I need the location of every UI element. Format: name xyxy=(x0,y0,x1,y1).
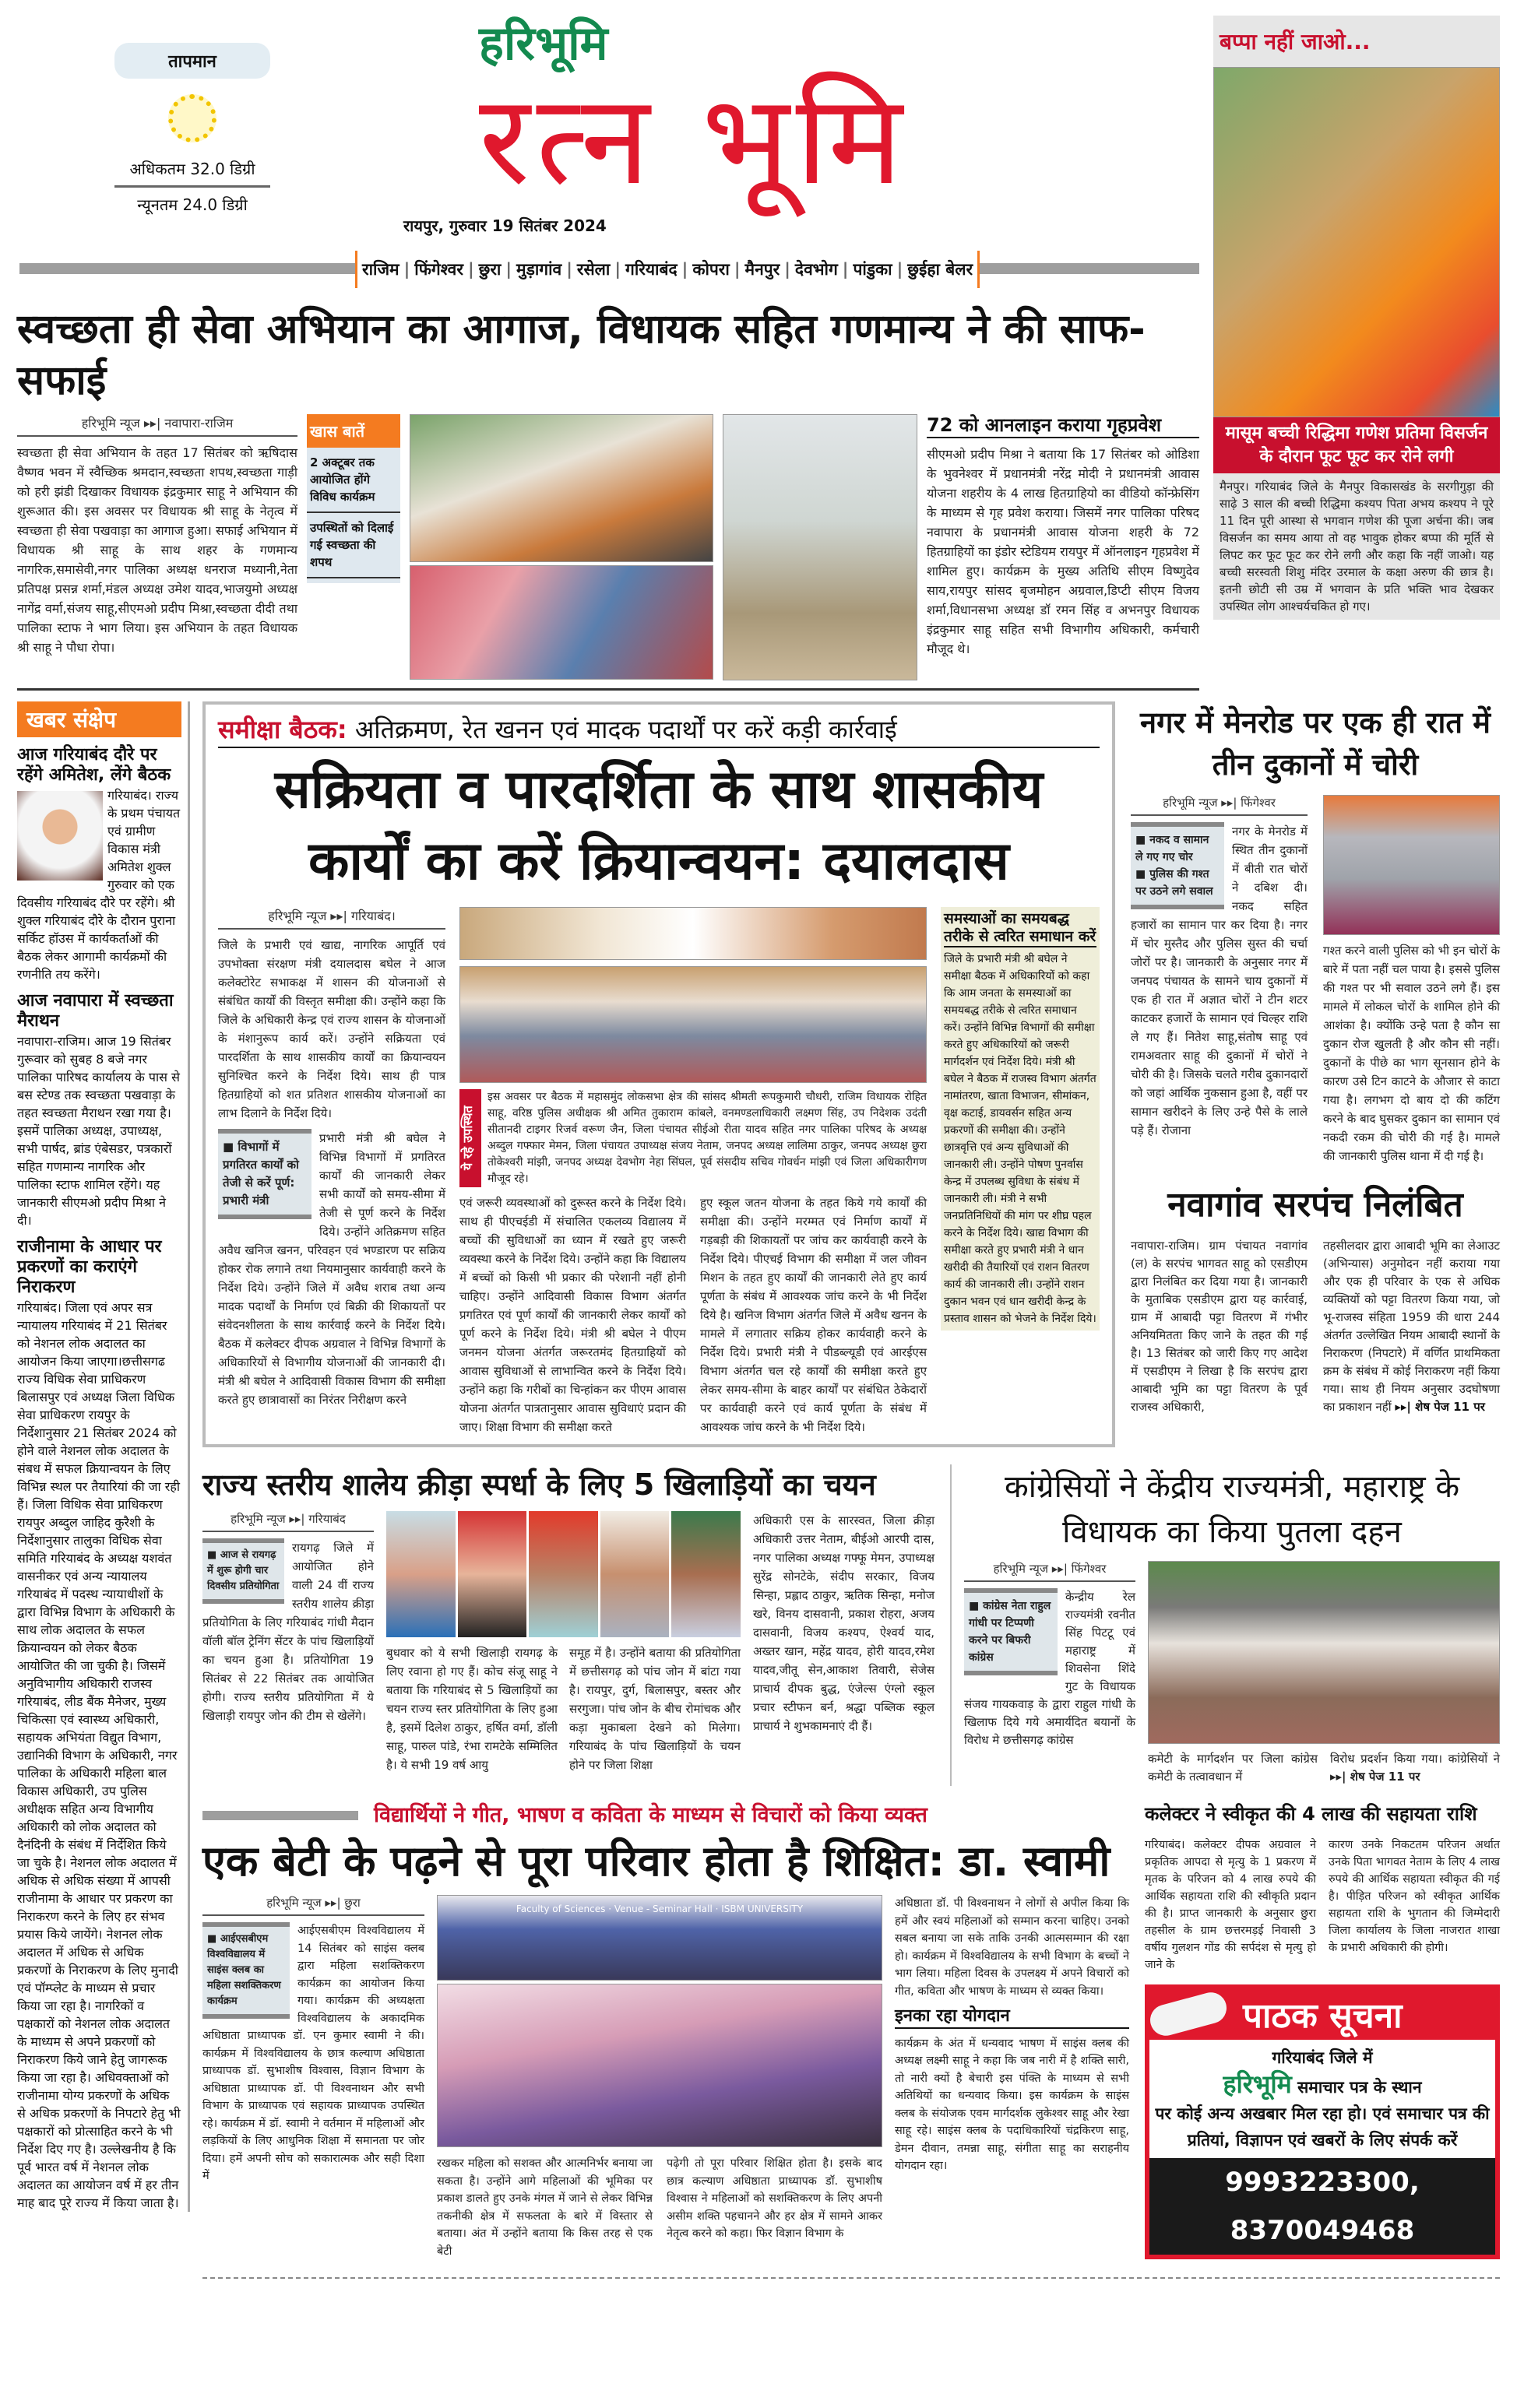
sub-story-body: सीएमओ प्रदीप मिश्रा ने बताया कि 17 सितंबर को ओडिशा के भुवनेश्वर में प्रधानमंत्री नरेंद्र मोदी ने प्रधानमंत्री आवास योजना शहरीय के 4 लाख हितग्राहियो का वीडियो कॉन्फ्रेसिंग के माध्यम से गृह प्रवेश कराया। जिसमें नगर पालिका परिषद नवापारा के प्रधानमंत्री आवास योजना शहरी के 72 हितग्राहियों का इंडोर स्टेडियम रायपुर में ऑनलाइन गृहप्रवेश में शामिल हुए। कार्यक्रम के मुख्य अतिथि सीएम विष्णुदेव साय,रायपुर सांसद बृजमोहन अग्रवाल,डिप्टी सीएम विजय शर्मा,विधानसभा अध्यक्ष डॉ रमन सिंह व अभनपुर विधायक इंद्रकुमार साहू सहित सभी विभागीय अधिकारी, कर्मचारी मौजूद थे। xyxy=(927,446,1199,656)
sarpanch-body: नवापारा-राजिम। ग्राम पंचायत नवागांव (ल) के सरपंच भागवत साहू को एसडीएम द्वारा निलंबित कर दिया गया है। जानकारी के मुताबिक एसडीएम द्वारा यह कार्रवाई, ग्राम में आबादी पट्टा वितरण में गंभीर अनियमितता किए जाने के तहत की गई है। 13 सितंबर को जारी किए गए आदेश में एसडीएम ने लिखा है कि सरपंच द्वारा आबादी भूमि का पट्टा वितरण के पूर्व राजस्व अधिकारी, xyxy=(1131,1239,1308,1414)
students-audience-photo xyxy=(437,1984,882,2147)
review-story-box xyxy=(202,701,1115,1447)
theft-byline: हरिभूमि न्यूज ▸▸| फिंगेश्वर xyxy=(1131,795,1308,816)
cleanliness-oath-photo xyxy=(410,565,713,680)
relief-body: गरियाबंद। कलेक्टर दीपक अग्रवाल ने प्रकृतिक आपदा से मृत्यु के 1 प्रकरण में मृतक के परिजन को 4 लाख रुपये की आर्थिक सहायता राशि की स्वीकृति प्रदान की है। प्राप्त जानकारी के अनुसार छुरा तहसील के ग्राम छत्तरमड़ई निवासी 3 वर्षीय गुलशन गोंड की सर्पदंश से मृत्यु हो जाने के xyxy=(1145,1838,1316,1971)
nav-separator: | xyxy=(467,260,474,279)
congress-body: केन्द्रीय रेल राज्यमंत्री रवनीत सिंह पिटटू एवं महाराष्ट्र में शिवसेना शिंदे गुट के विधायक संजय गायकवाड़ के द्वारा राहुल गांधी के खिलाफ दिये गये अमार्यदित बयानों के विरोध मे छत्तीसगढ़ कांग्रेस xyxy=(964,1590,1135,1747)
brief-body: नवापारा-राजिम। आज 19 सितंबर गुरूवार को सुबह 8 बजे नगर पालिका पारिषद कार्यालय के पास से बस स्टेण्ड तक स्वच्छता पखवाड़ा के तहत स्वच्छता मैराथन रखा गया है। इसमें पालिका अध्यक्ष, उपाध्यक्ष, सभी पार्षद, ब्रांड एंबेसडर, पत्रकारों सहित गणमान्य नागरिक और पालिका स्टाफ शामिल रहेंगे। यह जानकारी सीएमओ प्रदीप मिश्रा ने दी। xyxy=(17,1033,180,1228)
congress-body xyxy=(1330,1750,1500,1786)
nav-separator: | xyxy=(403,260,410,279)
sarpanch-body-text: तहसीलदार द्वारा आबादी भूमि का लेआउट (अभिन्यास) अनुमोदन नहीं कराया गया और एक ही परिवार के एक से अधिक व्यक्तियों को पट्टा वितरण किया गया, जो भू-राजस्व संहिता 1959 की धारा 244 अंतर्गत उल्लेखित नियम आबादी स्थानों के निराकरण (निपटारे) में वर्णित प्राथमिकता क्रम के संबंध में कोई निराकरण नहीं किया गया। साथ ही नियम अनुसार उदघोषणा का प्रकाशन नहीं xyxy=(1323,1239,1500,1414)
nav-separator: | xyxy=(681,260,688,279)
brand-large-logo: रत्न भूमि xyxy=(479,67,909,213)
photo-story xyxy=(1213,16,1500,620)
min-temperature: न्यूनतम 24.0 डिग्री xyxy=(137,195,248,214)
theft-body: नगर के मेनरोड में स्थित तीन दुकानों में बीती रात चोरों ने दबिश दी। नकद सहित हजारों का सामान पार कर दिया है। नगर में चोर मुस्तैद और पुलिस सुस्त की चर्चा जोरों पर है। जानकारी के अनुसार नगर में जनपद पंचायत के सामने चाय दुकानों में एक ही रात में अज्ञात चोरों ने टीन शटर काटकर हजारों के सामान एवं चिल्हर राशि ले गए हैं। नितेश साहू,संतोष साहू एवं रामअवतार साहू की दुकानों में चोरों ने चोरी की है। जिसके चलते गरीब दुकानदारों को जहां आर्थिक नुकसान हुआ है, वहीं पर सामान खरीदने के लिए उन्हे पैसे के लाले पड़े हैं। रोजाना xyxy=(1131,824,1308,1137)
top-story-headline: स्वच्छता ही सेवा अभियान का आगाज, विधायक सहित गणमान्य ने की साफ- सफाई xyxy=(17,306,1146,404)
women-body: अधिष्ठाता डॉ. पी विश्वनाथन ने लोगों से अपील किया कि हमें और स्वयं महिलाओं को सम्मान करना चाहिए। उनको सबल बनाया जा सके ताकि उनकी आत्मसम्मान की रक्षा हो। कार्यक्रम में विश्वविद्यालय के सभी विभाग के बच्चों ने भाग लिया। महिला दिवस के उपलक्ष्य में अपने विचारों को गीत, कविता और भाषण के माध्यम से व्यक्त किया। xyxy=(895,1897,1129,1998)
masthead xyxy=(17,16,1199,296)
sun-icon xyxy=(168,94,216,142)
newspaper-roll-icon xyxy=(1147,1989,1230,2040)
notice-line: गरियाबंद जिले में xyxy=(1272,2048,1373,2067)
top-story-byline: हरिभूमि न्यूज ▸▸| नवापारा-राजिम xyxy=(17,414,297,437)
review-kicker xyxy=(218,712,1100,748)
notice-title: पाठक सूचना xyxy=(1243,1996,1403,2037)
nav-edition-link[interactable]: मुड़ागांव xyxy=(516,260,562,279)
housing-beneficiary-photo xyxy=(723,414,917,680)
seminar-banner: Faculty of Sciences · Venue - Seminar Hall · ISBM UNIVERSITY xyxy=(516,1904,804,1915)
briefs-title: खबर संक्षेप xyxy=(17,701,181,737)
nav-edition-link[interactable]: राजिम xyxy=(362,260,399,279)
player-photo xyxy=(600,1511,670,1637)
sports-pull-text: ■ आज से रायगढ़ में शुरू होगी चार दिवसीय प्रतियोगिता xyxy=(207,1548,280,1594)
effigy-burning-photo xyxy=(1148,1561,1500,1744)
continued-link[interactable]: ▸▸| शेष पेज 11 पर xyxy=(1330,1770,1420,1784)
congress-body-text: विरोध प्रदर्शन किया गया। कांग्रेसियों ने xyxy=(1330,1752,1500,1766)
weather-widget xyxy=(114,43,270,215)
player-photos xyxy=(386,1511,741,1637)
congress-pull-text: ■ कांग्रेस नेता राहुल गांधी पर टिप्पणी करने पर बिफरी कांग्रेस xyxy=(969,1598,1053,1666)
sports-byline: हरिभूमि न्यूज ▸▸| गरियाबंद xyxy=(202,1511,374,1532)
key-points-title: खास बातें xyxy=(307,414,400,448)
women-body: आईएसबीएम विश्वविद्यालय में 14 सितंबर को साइंस क्लब द्वारा महिला सशक्तिकरण कार्यक्रम का आयोजन किया गया। कार्यक्रम की अध्यक्षता विश्वविद्यालय के अकादमिक अधिष्ठाता प्राध्यापक डॉ. एन कुमार स्वामी ने की। कार्यक्रम में विश्वविद्यालय के छात्र कल्याण अधिष्ठाता प्राध्यापक डॉ. सुभाशीष विश्वास, विज्ञान विभाग के अधिष्ठाता प्राध्यापक डॉ. पी विश्वनाथन और सभी विभाग के प्राध्यापक एवं सहायक प्राध्यापक उपस्थित रहे। कार्यक्रम में डॉ. स्वामी ने वर्तमान में महिलाओं और लड़कियों के लिए आधुनिक शिक्षा में समानता पर जोर दिया। हमें अपनी सोच को सकारात्मक और सही दिशा में xyxy=(202,1925,424,2183)
burgled-shop-photo xyxy=(1323,795,1500,935)
review-pull-text: ■ विभागों में प्रगतिरत कार्यों को तेजी से करें पूर्ण: प्रभारी मंत्री xyxy=(223,1138,307,1210)
review-headline: सक्रियता व पारदर्शिता के साथ शासकीय कार्यों का करें क्रियान्वयन: दयालदास xyxy=(274,759,1044,892)
sarpanch-headline: नवागांव सरपंच निलंबित xyxy=(1167,1185,1463,1225)
nav-edition-link[interactable]: देवभोग xyxy=(794,260,838,279)
photo-story-caption: मासूम बच्ची रिद्धिमा गणेश प्रतिमा विसर्जन के दौरान फूट फूट कर रोने लगी xyxy=(1213,417,1500,473)
tree-planting-photo xyxy=(410,414,713,562)
key-point: उपस्थितों को दिलाई गई स्वच्छता की शपथ xyxy=(307,513,400,578)
brief-headline: राजीनामा के आधार पर प्रकरणों का कराएंगे निराकरण xyxy=(17,1236,162,1298)
kicker-arrow-icon xyxy=(202,1811,358,1820)
women-byline: हरिभूमि न्यूज ▸▸| छुरा xyxy=(202,1895,424,1916)
nav-separator: | xyxy=(505,260,512,279)
nav-edition-link[interactable]: छुरा xyxy=(478,260,502,279)
sports-body: बुधवार को ये सभी खिलाड़ी रायगढ़ के लिए रवाना हो गए हैं। कोच संजू साहू ने बताया कि गरियाबंद से 5 खिलाड़ियों का चयन राज्य स्तर प्रतियोगिता के लिए हुआ है, इसमें दिलेश ठाकुर, हर्षित वर्मा, डॉली साहू, पारुल पांडे, रंभा रामटेके सम्मिलित है। ये सभी 19 वर्ष आयु xyxy=(386,1646,558,1772)
review-body-col: हुए स्कूल जतन योजना के तहत किये गये कार्यों की समीक्षा की। उन्होंने मरम्मत एवं निर्माण कार्यों में गड़बड़ी की शिकायतों पर जांच कर कार्यवाही करने के निर्देश दिये। पीएचई विभाग की समीक्षा में जल जीवन मिशन के तहत हुए कार्यों की जानकारी लेते हुए कार्य पूर्णता के संबंध में आवश्यक जांच करने के भी निर्देश दिये है। खनिज विभाग अंतर्गत जिले में अवैध खनन के मामले में लगातार सक्रिय होकर कार्यवाही करने के निर्देश दिये। प्रभारी मंत्री ने पीडब्ल्यूडी एवं आरईएस विभाग अंतर्गत चल रहे कार्यों की समीक्षा करते हुए लेकर समय-सीमा के बाहर कार्यों पर संबंधित ठेकेदारों पर कार्यवाही करने एवं कार्य पूर्णता के संबंध में आवश्यक जांच करने के भी निर्देश दिये। xyxy=(700,1196,927,1434)
theft-pull-point: ■ नकद व सामान ले गए गए चोर xyxy=(1135,831,1220,866)
key-points-box xyxy=(307,414,400,583)
nav-edition-link[interactable]: कोपरा xyxy=(692,260,730,279)
seminar-hall-photo xyxy=(437,1895,882,1981)
sports-body: समूह में है। उन्होंने बताया की प्रतियोगिता में छत्तीसगढ़ को पांच जोन में बांटा गया है। रायपुर, दुर्ग, बिलासपुर, बस्तर और सरगुजा। पांच जोन के बीच रोमांचक और कड़ा मुकाबला देखने को मिलेगा। गरियाबंद के पांच खिलाड़ियों के चयन होने पर जिला शिक्षा xyxy=(569,1646,741,1772)
reader-notice xyxy=(1145,1984,1500,2259)
notice-brand: हरिभूमि xyxy=(1223,2069,1292,2099)
review-byline: हरिभूमि न्यूज ▸▸| गरियाबंद। xyxy=(218,907,445,930)
congress-pull-quote xyxy=(964,1588,1058,1675)
notice-phone-numbers[interactable]: 9993223300, 8370049468 xyxy=(1149,2158,1495,2255)
minister-portrait xyxy=(17,791,103,881)
present-list: इस अवसर पर बैठक में महासमुंद लोकसभा क्षेत्र की सांसद श्रीमती रूपकुमारी चौधरी, राजिम विधायक रोहित साहू, वरिष्ठ पुलिस अधीक्षक श्री अमित तुकाराम कांबले, वनमण्डलाधिकारी लक्ष्मण सिंह, उप निदेशक उदंती सीतानदी टाइगर रिजर्व वरूण जैन, जिला पंचायत सीईओ रीता यादव सहित नगर पालिका परिषद के अध्यक्ष अब्दुल गफ्फार मेमन, जिला पंचायत उपाध्यक्ष संजय नेताम, जनपद अध्यक्ष लालिमा ठाकुर, जनपद अध्यक्ष छुरा तोकेश्वरी मांझी, जनपद अध्यक्ष देवभोग नेहा सिंघल, पूर्व संसदीय सचिव गोवर्धन मांझी एवं जिला अधिकारीगण मौजूद रहे। xyxy=(487,1091,927,1185)
brief-headline: आज नवापारा में स्वच्छता मैराथन xyxy=(17,990,174,1032)
women-body: रखकर महिला को सशक्त और आत्मनिर्भर बनाया जा सकता है। उन्होंने आगे महिलाओं की भूमिका पर प्रकाश डालते हुए उनके मंगल में जाने से लेकर विभिन्न तकनीकी क्षेत्र में सफलता के बारे में विस्तार से बताया। अंत में उन्होंने बताया कि किस तरह से एक बेटी xyxy=(437,2157,653,2258)
review-side-box xyxy=(941,907,1100,1331)
relief-headline: कलेक्टर ने स्वीकृत की 4 लाख की सहायता राशि xyxy=(1145,1803,1477,1825)
women-body: कार्यक्रम के अंत में धन्यवाद भाषण में साइंस क्लब की अध्यक्ष लक्ष्मी साहू ने कहा कि जब नारी में है शक्ति सारी, तो नारी क्यों है बेचारी इस पंक्ति के माध्यम से सभी अतिथियों का धन्यवाद किया। इस कार्यक्रम के साइंस क्लब के संयोजक एवम मार्गदर्शक लुकेश्वर साहू और रेखा साहू रहे। साइंस क्लब के पदाधिकारियों चंद्रकिरण साहू, डेमन दीवान, तमन्ना साहू, संगीता साहू का सराहनीय योगदान रहा। xyxy=(895,2037,1129,2173)
theft-headline: नगर में मेनरोड पर एक ही रात में तीन दुकानों में चोरी xyxy=(1140,705,1491,782)
player-photo xyxy=(529,1511,598,1637)
theft-pull-point: ■ पुलिस की गश्त पर उठने लगे सवाल xyxy=(1135,866,1220,900)
top-story-body: स्वच्छता ही सेवा अभियान के तहत 17 सितंबर को ऋषिदास वैष्णव भवन में स्वैच्छिक श्रमदान,स्वच्छता शपथ,स्वच्छता गाड़ी को हरी झंडी दिखाकर विधायक इंद्रकुमार साहू ने अभियान की शुरूआत की। इस अवसर पर विधायक श्री साहू के नेतृत्व में स्वच्छता ही सेवा पखवाड़ा का आगाज हुआ। सफाई अभियान में विधायक श्री साहू के साथ शहर के गणमान्य नागरिक,समासेवी,नगर पालिका अध्यक्ष धनराज मध्यानी,नेता प्रतिपक्ष प्रसन्न शर्मा,मंडल अध्यक्ष उमेश यादव,भाजयुमो अध्यक्ष नागेंद्र वर्मा,संजय साहू,सीएमओ प्रदीप मिश्रा,स्वच्छता दीदी तथा पालिका स्टाफ ने भाग लिया। इस अभियान के तहत विधायक श्री साहू ने पौधा रोपा। xyxy=(17,445,297,655)
review-kicker-text: अतिक्रमण, रेत खनन एवं मादक पदार्थों पर करें कड़ी कार्रवाई xyxy=(354,715,897,744)
player-photo xyxy=(386,1511,456,1637)
nav-edition-link[interactable]: मैनपुर xyxy=(744,260,780,279)
max-temperature: अधिकतम 32.0 डिग्री xyxy=(114,158,270,188)
women-headline: एक बेटी के पढ़ने से पूरा परिवार होता है शिक्षित: डा. स्वामी xyxy=(202,1837,1110,1886)
child-with-ganesh-photo xyxy=(1213,67,1500,417)
brief-body: गरियाबंद। राज्य के प्रथम पंचायत एवं ग्रामीण विकास मंत्री अमितेश शुक्ल गुरुवार को एक दिवसीय गरियाबंद दौरे पर रहेंगे। श्री शुक्ल गरियाबंद दौरे के दौरान पुराना सर्किट हॉउस में कार्यकर्ताओं की बैठक लेकर आगामी कार्यक्रमों की रणनीति तय करेंगे। xyxy=(17,787,181,982)
nav-separator: | xyxy=(614,260,621,279)
key-point: 2 अक्टूबर तक आयोजित होंगे विविध कार्यक्रम xyxy=(307,448,400,513)
review-meeting-photo-top xyxy=(459,907,927,960)
nav-separator: | xyxy=(734,260,741,279)
review-body-col: एवं जरूरी व्यवस्थाओं को दुरूस्त करने के निर्देश दिये। साथ ही पीएचईडी में संचालित एकलव्य विद्यालय में बच्चों की सुविधाओं का ध्यान में रखते हुए जरूरी व्यवस्था करने के निर्देश दिये। उन्होंने कहा कि विद्यालय में बच्चों को किसी भी प्रकार की परेशानी नहीं होनी चाहिए। उन्होंने आदिवासी विकास विभाग अंतर्गत प्रगतिरत एवं पूर्ण कार्यों की जानकारी लेकर कार्यों को पूर्ण करने के निर्देश दिये। मंत्री श्री बघेल ने पीएम जनमन योजना अंतर्गत जरूरतमंद हितग्राहियों को आवास सुविधाओं से लाभान्वित करने के निर्देश दिये। उन्होंने कहा कि गरीबों का चिन्हांकन कर पीएम आवास योजना अंतर्गत पात्रतानुसार आवास सुविधाएं प्रदान की जाए। शिक्षा विभाग की समीक्षा करते xyxy=(459,1196,686,1434)
women-body: पढ़ेगी तो पूरा परिवार शिक्षित होता है। इसके बाद छात्र कल्याण अधिष्ठाता प्राध्यापक डॉ. सुभाशीष विश्वास ने महिलाओं को सशक्तिकरण के लिए अपनी असीम शक्ति पहचानने और हर क्षेत्र में सामने आकर नेतृत्व करने को कहा। फिर विज्ञान विभाग के xyxy=(667,2157,882,2241)
brand-small-logo: हरिभूमि xyxy=(479,16,608,71)
nav-separator: | xyxy=(784,260,790,279)
nav-edition-link[interactable]: गरियाबंद xyxy=(625,260,678,279)
relief-body: कारण उनके निकटतम परिजन अर्थात उनके पिता भागवत नेताम के लिए 4 लाख रुपये की आर्थिक सहायता स्वीकृत की गई है। पीड़ित परिजन को स्वीकृत आर्थिक सहायता राशि के भुगतान की जिम्मेदारी जिला कार्यालय के जिला नाजरात शाखा के प्रभारी अधिकारी की होगी। xyxy=(1329,1838,1500,1954)
photo-story-body: मैनपुर। गरियाबंद जिले के मैनपुर विकासखंड के सरगीगुड़ा की साढ़े 3 साल की बच्ची रिद्धिमा कश्यप पिता अभय कश्यप ने पूरे 11 दिन पूरी आस्था से भगवान गणेश की पूजा अर्चना की। जब विसर्जन का समय आया तो वह भावुक होकर बप्पा की मूर्ति से लिपट कर फूट फूट कर रोने लगी और कहा कि नहीं जाओ। यह बच्ची सरस्वती शिशु मंदिर उरमाल के कक्षा अरुण की छात्र है। इतनी छोटी सी उम्र में भगवान के प्रति भक्ति भाव देखकर उपस्थित लोग आश्चर्यचकित हो गए। xyxy=(1220,480,1494,613)
weather-label: तापमान xyxy=(114,43,270,79)
sub-story-headline: 72 को आनलाइन कराया गृहप्रवेश xyxy=(927,414,1199,438)
player-photo xyxy=(671,1511,741,1637)
sports-body: रायगढ़ जिले में आयोजित होने वाली 24 वीं राज्य स्तरीय शालेय क्रीड़ा प्रतियोगिता के लिए गरियाबंद गांधी मैदान वॉली बॉल ट्रेनिंग सेंटर के पांच खिलाड़ियों का चयन हुआ है। प्रतियोगिता 19 सितंबर से 22 सितंबर तक आयोजित होगी। राज्य स्तरीय प्रतियोगिता में ये खिलाड़ी रायपुर जोन की टीम से खेलेंगे। xyxy=(202,1541,374,1723)
page-bottom-rule xyxy=(202,2277,1500,2279)
review-side-title: समस्याओं का समयबद्ध तरीके से त्वरित समाधान करें xyxy=(944,910,1096,947)
review-body-intro: जिले के प्रभारी एवं खाद्य, नागरिक आपूर्ति एवं उपभोक्ता संरक्षण मंत्री दयालदास बघेल ने आज कलेक्टोरेट सभाकक्ष में शासन की योजनाओं से संबंधित कार्यों की विस्तृत समीक्षा की। उन्होंने कहा कि जिले के अधिकारी केन्द्र एवं राज्य शासन के योजनाओं के मंशानुरूप कार्य करें। उन्होंने सक्रियता एवं पारदर्शिता के साथ शासकीय कार्यों का क्रियान्वयन सुनिश्चित करने के निर्देश दिये। साथ ही पात्र हितग्राहियों को शत प्रतिशत शासकीय योजनाओं का लाभ दिलाने के निर्देश दिये। xyxy=(218,938,445,1120)
edition-nav xyxy=(355,251,980,288)
review-meeting-photo-hall xyxy=(459,966,927,1083)
notice-line: पर कोई अन्य अखबार मिल रहा हो। एवं समाचार पत्र की प्रतियां, विज्ञापन एवं खबरों के लिए संपर्क करें xyxy=(1155,2104,1490,2150)
continued-link[interactable]: ▸▸| शेष पेज 11 पर xyxy=(1395,1400,1485,1414)
review-body-col: प्रभारी मंत्री श्री बघेल ने विभिन्न विभागों में प्रगतिरत कार्यों की जानकारी लेकर सभी कार्यों को समय-सीमा में तेजी से पूर्ण करने के निर्देश दिये। उन्होंने अतिक्रमण सहित अवैध खनिज खनन, परिवहन एवं भण्डारण पर सक्रिय होकर रोक लगाने तथा नियमानुसार कार्यवाही करने के निर्देश दिये। उन्होंने जिले में अवैध शराब तथा अन्य मादक पदार्थों के निर्माण एवं बिक्री की शिकायतों पर संवेदनशीलता के साथ कार्रवाई करने के निर्देश दिये। बैठक में कलेक्टर दीपक अग्रवाल ने विभिन्न विभागों के अधिकारियों से विभागीय योजनाओं की जानकारी दी। मंत्री श्री बघेल ने आदिवासी विकास विभाग की समीक्षा करते हुए छात्रावासों का निरंतर निरीक्षण करने xyxy=(218,1131,445,1407)
congress-story xyxy=(950,1464,1500,1786)
theft-body: गश्त करने वाली पुलिस को भी इन चोरों के बारे में पता नहीं चल पाया है। इससे पुलिस की गश्त पर भी सवाल उठने लगे हैं। इस मामले में लोकल चोरों के शामिल होने की आशंका है। क्योंकि उन्हे पता है कौन सा दुकान रोज खुलती है और कौन सी नहीं। दुकानों के पीछे का भाग सूनसान होने के कारण उसे टिन काटने के औजार से काटा गया है। लगभग दो बाय दो की कटिंग करने के बाद घुसकर दुकान का सामान एवं नकदी रकम की चोरी की गई है। मामले की जानकारी पुलिस थाना में दी गई है। xyxy=(1323,944,1500,1163)
notice-line: समाचार पत्र के स्थान xyxy=(1297,2077,1422,2097)
present-label: ये रहे उपस्थित xyxy=(459,1089,481,1187)
women-kicker: विद्यार्थियों ने गीत, भाषण व कविता के माध्यम से विचारों को किया व्यक्त xyxy=(374,1803,927,1827)
sports-body: अधिकारी एस के सारस्वत, जिला क्रीड़ा अधिकारी उत्तर नेताम, बीईओ आरपी दास, नगर पालिका अध्यक्ष गफ्फू मेमन, उपाध्यक्ष सुरेंद्र सोनटेके, संदीप सरकार, विजय सिन्हा, प्रह्लाद ठाकुर, ऋतिक सिन्हा, मनोज खरे, विनय दासवानी, प्रकाश रोहरा, अजय दासवानी, विजय कश्यप, ऐश्वर्य याद, अख्तर खान, महेंद्र यादव, होरी यादव,रमेश यादव,जीतू सेन,आकाश तिवारी, सेजेस प्राचार्य दीपक बुद्ध, एंजेल्स एंग्लो स्कूल प्रचार स्टीफन बर्न, श्रद्धा पब्लिक स्कूल प्राचार्य ने शुभकामनाएं दी हैं। xyxy=(753,1513,934,1733)
dateline: रायपुर, गुरुवार 19 सितंबर 2024 xyxy=(403,216,607,235)
nav-edition-link[interactable]: पांडुका xyxy=(853,260,892,279)
review-side-body: जिले के प्रभारी मंत्री श्री बघेल ने समीक्षा बैठक में अधिकारियों को कहा कि आम जनता के समस्याओं का समयबद्ध तरीके से त्वरित समाधान करें। उन्होंने विभिन्न विभागों की समीक्षा करते हुए अधिकारियों को जरूरी मार्गदर्शन एवं निर्देश दिये। मंत्री श्री बघेल ने बैठक में राजस्व विभाग अंतर्गत नामांतरण, खाता विभाजन, सीमांकन, वृक्ष कटाई, डायवर्सन सहित अन्य प्रकरणों की समीक्षा की। उन्होंने छात्रवृत्ति एवं अन्य सुविधाओं की जानकारी ली। उन्होंने पोषण पुनर्वास केन्द्र में उपलब्ध सुविधा के संबंध में जानकारी ली। मंत्री ने सभी जनप्रतिनिधियों की मांग पर शीघ्र पहल करने के निर्देश दिये। खाद्य विभाग की समीक्षा करते हुए प्रभारी मंत्री ने धान खरीदी की तैयारियों एवं राशन वितरण कार्य की जानकारी ली। उन्होंने राशन दुकान भवन एवं धान खरीदी केन्द्र के प्रस्ताव शासन को भेजने के निर्देश दिये। xyxy=(944,952,1096,1325)
nav-edition-link[interactable]: छुईहा बेलर xyxy=(907,260,973,279)
sports-headline: राज्य स्तरीय शालेय क्रीड़ा स्पर्धा के लिए 5 खिलाड़ियों का चयन xyxy=(202,1468,876,1502)
nav-separator: | xyxy=(842,260,849,279)
review-pull-quote xyxy=(218,1129,311,1219)
review-kicker-label: समीक्षा बैठक: xyxy=(218,715,347,744)
nav-separator: | xyxy=(566,260,572,279)
women-pull-quote xyxy=(202,1922,290,2019)
congress-byline: हरिभूमि न्यूज ▸▸| फिंगेश्वर xyxy=(964,1561,1135,1582)
congress-headline: कांग्रेसियों ने केंद्रीय राज्यमंत्री, महाराष्ट्र के विधायक का किया पुतला दहन xyxy=(1004,1469,1460,1550)
nav-edition-link[interactable]: रसेला xyxy=(576,260,611,279)
nav-edition-link[interactable]: फिंगेश्वर xyxy=(414,260,463,279)
sports-pull-quote xyxy=(202,1538,284,1604)
photo-story-kicker: बप्पा नहीं जाओ... xyxy=(1220,29,1371,54)
nav-separator: | xyxy=(896,260,903,279)
congress-body: कमेटी के मार्गदर्शन पर जिला कांग्रेस कमेटी के तत्वावधान में xyxy=(1148,1752,1318,1784)
women-pull-text: ■ आईएसबीएम विश्वविद्यालय में साइंस क्लब का महिला सशक्तिकरण कार्यक्रम xyxy=(207,1932,285,2009)
player-photo xyxy=(458,1511,527,1637)
contributors-subheading: इनका रहा योगदान xyxy=(895,2006,1129,2028)
news-briefs-column xyxy=(17,701,190,2212)
brief-body: गरियाबंद। जिला एवं अपर सत्र न्यायालय गरियाबंद में 21 सितंबर को नेशनल लोक अदालत का आयोजन किया जाएगा।छत्तीसगढ राज्य विधिक सेवा प्राधिकरण बिलासपुर एवं अध्यक्ष जिला विधिक सेवा प्राधिकरण रायपुर के निर्देशानुसार 21 सितंबर 2024 को होने वाले नेशनल लोक अदालत के संबध में सफल क्रियान्वयन के लिए विभिन्न स्थल पर तैयारियां की जा रही हैं। जिला विधिक सेवा प्राधिकरण रायपुर अब्दुल जाहिद कुरैशी के निर्देशानुसार तालुका विधिक सेवा समिति गरियाबंद के अध्यक्ष यशवंत वासनीकर एवं अन्य न्यायालय गरियाबंद में पदस्थ न्यायाधीशों के द्वारा विभिन्न विभाग के अधिकारी के साथ लोक अदालत के सफल क्रियान्वयन को लेकर बैठक आयोजित की जा चुकी है। जिसमें अनुविभागीय अधिकारी राजस्व गरियाबंद, लीड बैंक मैनेजर, मुख्य चिकित्सा एवं स्वास्थ्य अधिकारी, सहायक अभियंता विद्युत विभाग, उद्यानिकी विभाग के अधिकारी, नगर पालिका के अधिकारी महिला बाल विकास अधिकारी, उप पुलिस अधीक्षक सहित अन्य विभागीय अधिकारी को लोक अदालत को दैनंदिनी के संबंध में निर्देशित किये जा चुके है। नेशनल लोक अदालत में अधिक से अधिक संख्या में आपसी राजीनामा के आधार पर प्रकरण का निराकरण करने के लिए हर संभव प्रयास किये जायेंगे। नेशनल लोक अदालत में अधिक से अधिक प्रकरणों के निराकरण के लिए मुनादी एवं पॉम्प्लेट के माध्यम से प्रचार किया जा रहा है। नागरिकों व पक्षकारों को नेशनल लोक अदालत के माध्यम से अपने प्रकरणों को निराकरण किये जाने हेतु जागरूक किया जा रहा है। अधिवक्ताओं को राजीनामा योग्य प्रकरणों के अधिक से अधिक प्रकरणों के निपटारे हेतु भी पक्षकारों को प्रोत्साहित करने के भी निर्देश दिए गए है। उल्लेखनीय है कि पूर्व भारत वर्ष में नेशनल लोक अदालत का आयोजन वर्ष में हर तीन माह बाद पूरे राज्य में किया जाता है। xyxy=(17,1299,181,2210)
brief-headline: आज गरियाबंद दौरे पर रहेंगे अमितेश, लेंगे बैठक xyxy=(17,745,171,786)
theft-pull-quote xyxy=(1131,822,1224,909)
sarpanch-body xyxy=(1323,1237,1500,1416)
